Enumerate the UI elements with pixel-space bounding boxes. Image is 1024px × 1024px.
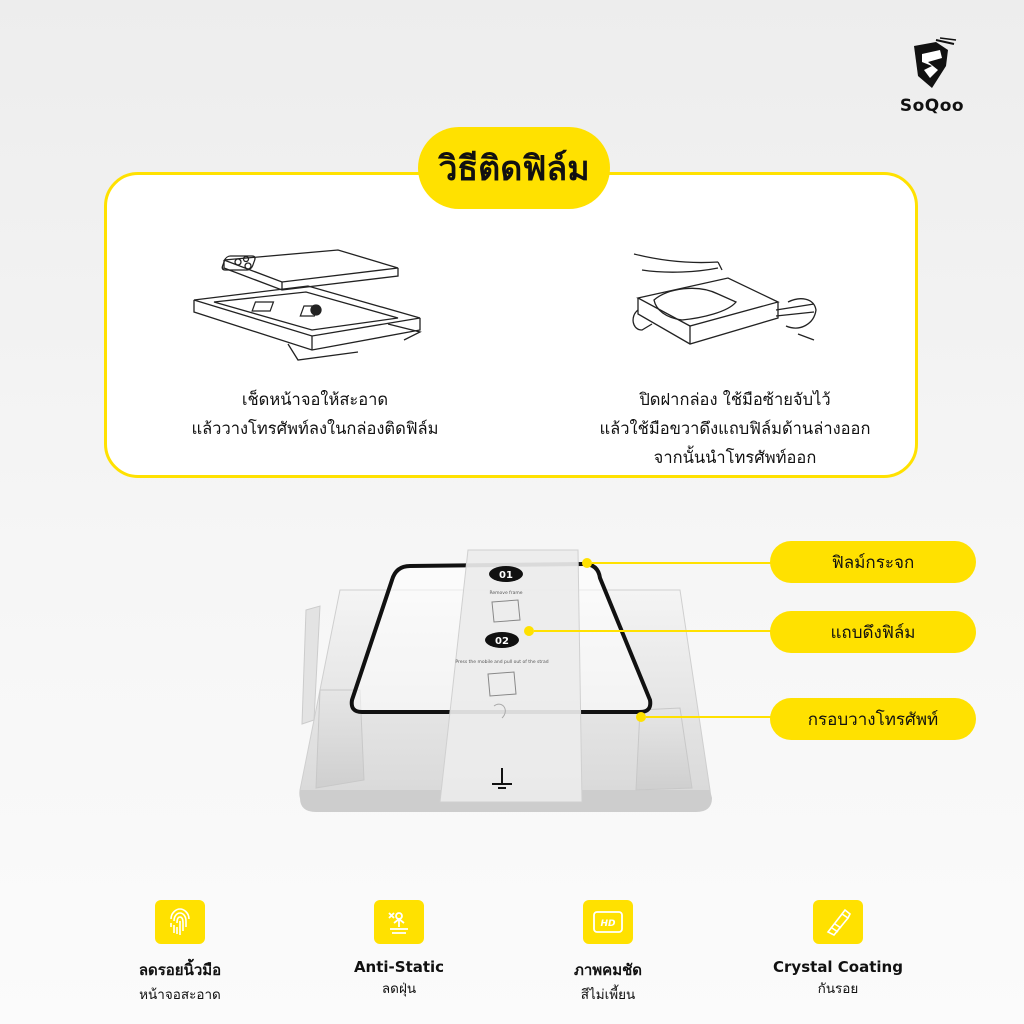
callout-line-frame [646, 716, 774, 718]
step2-text [560, 385, 910, 472]
callout-dot-frame [636, 712, 646, 722]
feature-subtitle: ลดฝุ่น [381, 981, 417, 997]
step1-line: แล้ววางโทรศัพท์ลงในกล่องติดฟิล์ม [191, 419, 439, 438]
callout-line-glass [592, 562, 774, 564]
feature-fingerprint [95, 900, 265, 1005]
feature-subtitle: สีไม่เพี้ยน [580, 987, 636, 1003]
callout-glass-film: ฟิลม์กระจก [770, 541, 976, 583]
callout-dot-strip [524, 626, 534, 636]
feature-subtitle: กันรอย [817, 981, 859, 997]
feature-title: ภาพคมชัด [573, 961, 643, 979]
fingerprint-icon [155, 900, 205, 944]
feature-title: Anti-Static [353, 958, 445, 976]
strip-text-1: Remove frame [489, 591, 523, 596]
soqoo-shield-icon [906, 36, 958, 94]
step1-line: เช็ดหน้าจอให้สะอาด [241, 390, 389, 409]
brand-name: SoQoo [899, 96, 965, 116]
step2-line: จากนั้นนำโทรศัพท์ออก [653, 448, 817, 467]
feature-title: Crystal Coating [773, 958, 903, 976]
step2-illustration [618, 240, 818, 370]
strip-text-2: Press the mobile and pull out of the strad [455, 660, 549, 665]
step1-text [140, 385, 490, 443]
callout-pull-strip: แถบดึงฟิล์ม [770, 611, 976, 653]
callout-dot-glass [582, 558, 592, 568]
step2-line: แล้วใช้มือขวาดึงแถบฟิล์มด้านล่างออก [599, 419, 871, 438]
feature-subtitle: หน้าจอสะอาด [139, 987, 221, 1003]
film-applicator-tray [280, 540, 730, 820]
step2-line: ปิดฝากล่อง ใช้มือซ้ายจับไว้ [639, 390, 831, 409]
anti-static-icon [374, 900, 424, 944]
strip-step-1: 01 [499, 570, 513, 581]
callout-line-strip [534, 630, 774, 632]
brand-logo [884, 36, 980, 116]
svg-text:HD: HD [600, 919, 616, 929]
strip-step-2: 02 [495, 636, 509, 647]
callout-phone-frame: กรอบวางโทรศัพท์ [770, 698, 976, 740]
feature-crystal-coating [753, 900, 923, 999]
feature-hd [523, 900, 693, 1005]
feature-anti-static [314, 900, 484, 999]
hd-icon [583, 900, 633, 944]
step1-illustration [188, 240, 428, 370]
coating-icon [813, 900, 863, 944]
page-title: วิธีติดฟิล์ม [418, 127, 610, 209]
feature-title: ลดรอยนิ้วมือ [138, 961, 222, 979]
